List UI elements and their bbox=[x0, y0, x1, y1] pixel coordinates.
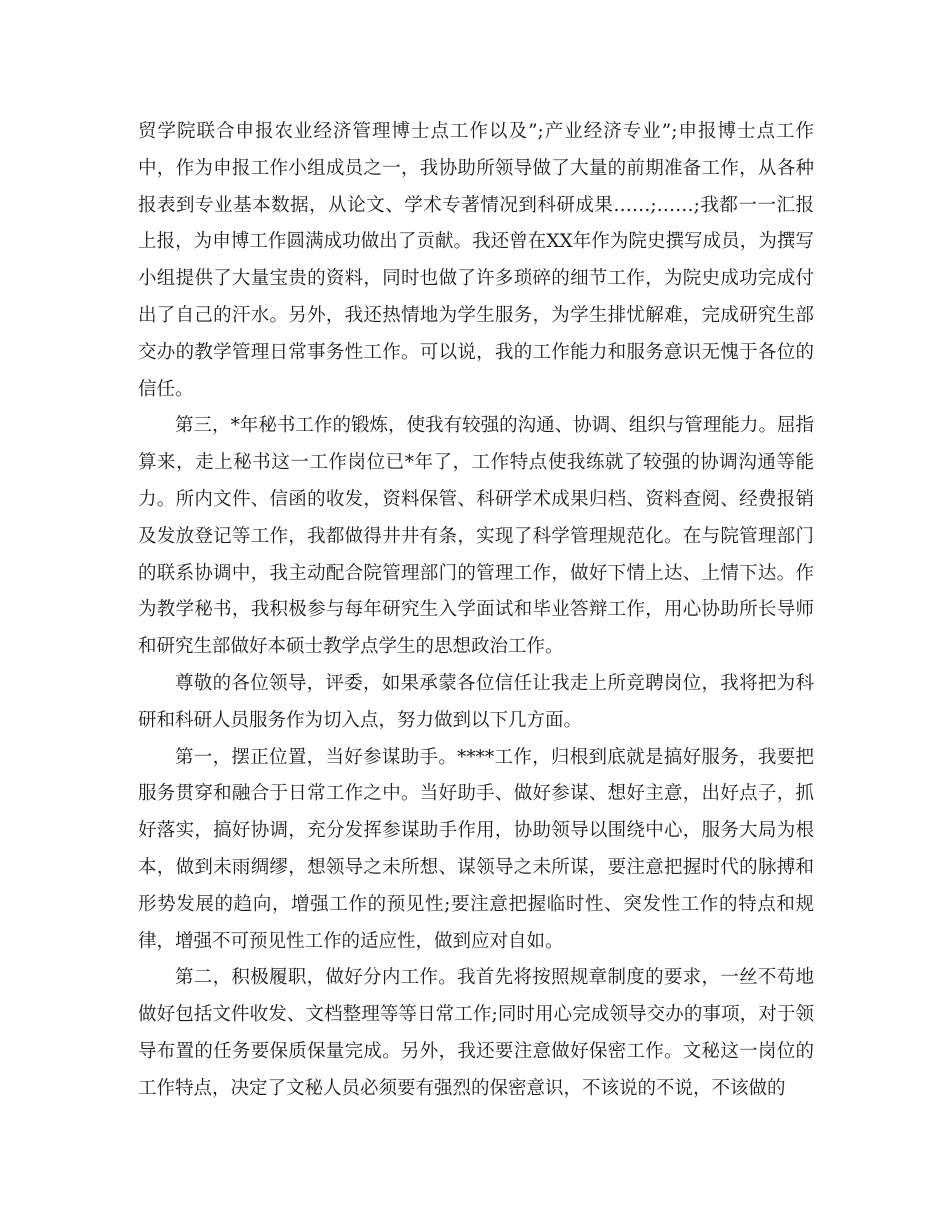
paragraph-2: 第三，*年秘书工作的锻炼，使我有较强的沟通、协调、组织与管理能力。屈指算来，走上秘书这一工作岗位已*年了，工作特点使我练就了较强的协调沟通等能力。所内文件、信函的收发，资料保管、科研学术成果归档、资料查阅、经费报销及发放登记等工作，我都做得井井有条，实现了科学管理规范化。在与院管理部门的联系协调中，我主动配合院管理部门的管理工作，做好下情上达、上情下达。作为教学秘书，我积极参与每年研究生入学面试和毕业答辩工作，用心协助所长导师和研究生部做好本硕士教学点学生的思想政治工作。 bbox=[138, 415, 814, 658]
paragraph-3: 尊敬的各位领导，评委，如果承蒙各位信任让我走上所竞聘岗位，我将把为科研和科研人员服务作为切入点，努力做到以下几方面。 bbox=[138, 672, 814, 731]
document-body bbox=[138, 114, 814, 1108]
paragraph-5: 第二，积极履职，做好分内工作。我首先将按照规章制度的要求，一丝不苟地做好包括文件收发、文档整理等等日常工作;同时用心完成领导交办的事项，对于领导布置的任务要保质保量完成。另外，我还要注意做好保密工作。文秘这一岗位的工作特点，决定了文秘人员必须要有强烈的保密意识，不该说的不说，不该做的 bbox=[138, 967, 814, 1099]
paragraph-4: 第一，摆正位置，当好参谋助手。****工作，归根到底就是搞好服务，我要把服务贯穿和融合于日常工作之中。当好助手、做好参谋、想好主意，出好点子，抓好落实，搞好协调，充分发挥参谋助手作用，协助领导以围绕中心，服务大局为根本，做到未雨绸缪，想领导之未所想、谋领导之未所谋，要注意把握时代的脉搏和形势发展的趋向，增强工作的预见性;要注意把握临时性、突发性工作的特点和规律，增强不可预见性工作的适应性，做到应对自如。 bbox=[138, 746, 814, 952]
paragraph-1: 贸学院联合申报农业经济管理博士点工作以及”;产业经济专业”;申报博士点工作中，作为申报工作小组成员之一，我协助所领导做了大量的前期准备工作，从各种报表到专业基本数据，从论文、学术专著情况到科研成果……;……;我都一一汇报上报，为申博工作圆满成功做出了贡献。我还曾在XX年作为院史撰写成员，为撰写小组提供了大量宝贵的资料，同时也做了许多琐碎的细节工作，为院史成功完成付出了自己的汗水。另外，我还热情地为学生服务，为学生排忧解难，完成研究生部交办的教学管理日常事务性工作。可以说，我的工作能力和服务意识无愧于各位的信任。 bbox=[138, 121, 814, 400]
